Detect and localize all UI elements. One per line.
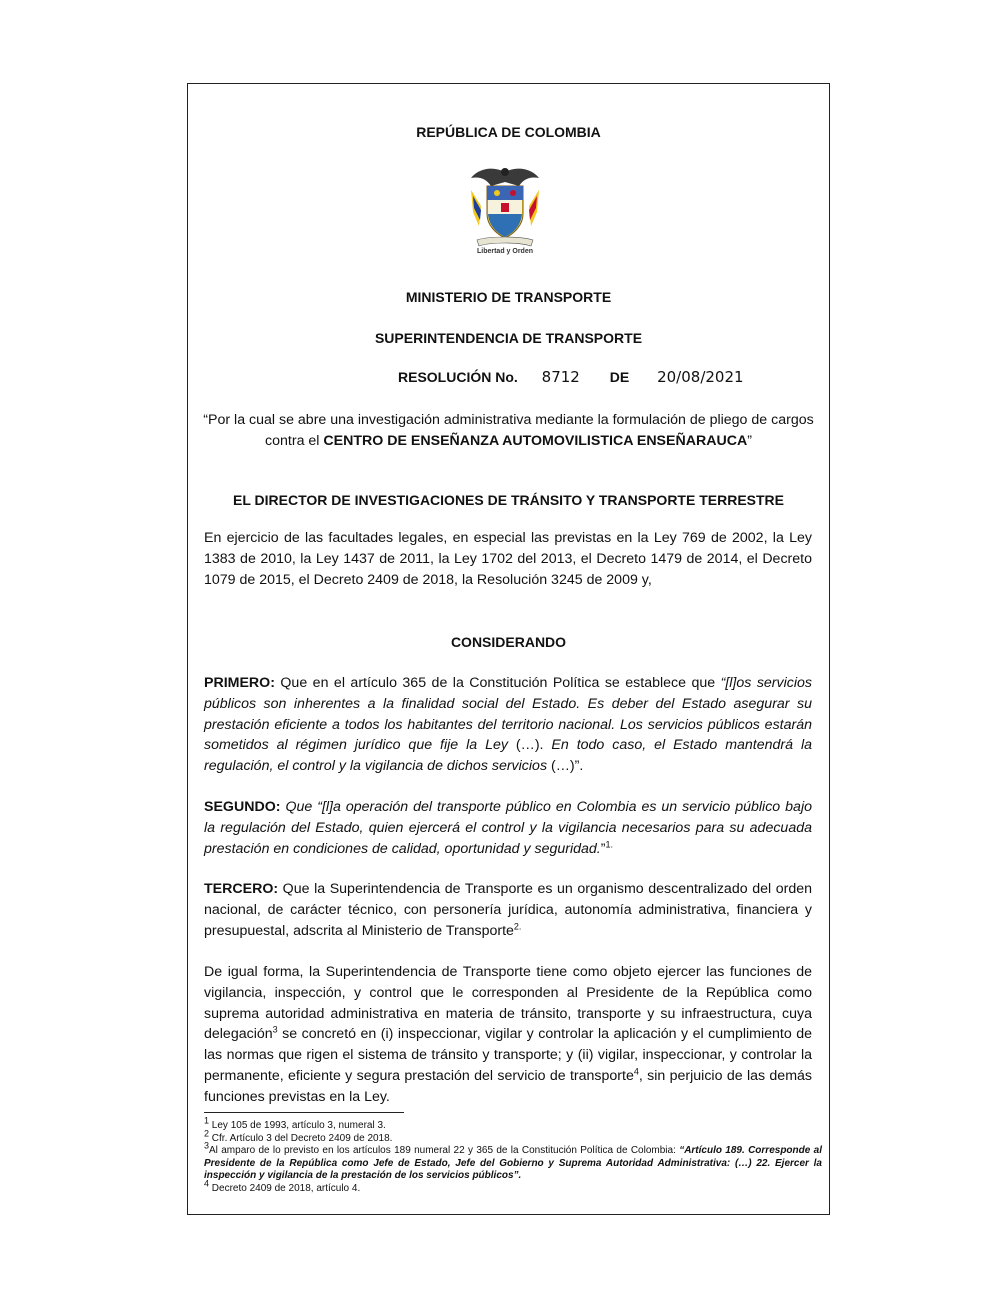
primero-quote-2: En todo caso, el Estado mantendrá la regulación, el control y la vigilancia de dichos servicios: [204, 737, 812, 775]
footnote-2-text: Cfr. Artículo 3 del Decreto 2409 de 2018.: [209, 1132, 393, 1144]
footnote-separator: [204, 1112, 404, 1113]
de-label: DE: [609, 369, 630, 385]
tercero-paragraph: [204, 879, 812, 941]
considerando-heading: CONSIDERANDO: [450, 634, 567, 650]
footnote-1-number: 1: [204, 1115, 210, 1126]
igual-forma-paragraph: [204, 962, 812, 1108]
footnote-3-number: 3: [204, 1140, 210, 1151]
title-suffix: ”: [747, 432, 752, 449]
footnote-ref-4[interactable]: 4: [633, 1066, 639, 1077]
footnote-2: [204, 1128, 822, 1146]
footnote-ref-3[interactable]: 3: [272, 1024, 278, 1035]
footnote-4: [204, 1178, 822, 1196]
seal-motto: Libertad y Orden: [476, 248, 533, 255]
entity-name: CENTRO DE ENSEÑANZA AUTOMOVILISTICA ENSEÑARAUCA: [323, 432, 748, 449]
igual-forma-text-1: De igual forma, la Superintendencia de Transporte tiene como objeto ejercer las funciones de vigilancia, inspección, y control que le corresponden al Presidente de la República como suprema autoridad administrativa en materia de tránsito, transporte y su infraestructura, cuya delegación: [204, 964, 812, 1043]
footnote-ref-2[interactable]: 2.: [513, 920, 522, 931]
segundo-closing: ”: [600, 840, 606, 857]
primero-label: PRIMERO:: [204, 675, 275, 691]
preamble-paragraph: En ejercicio de las facultades legales, en especial las previstas en la Ley 769 de 2002, la Ley 1383 de 2010, la Ley 1437 de 2011, la Ley 1702 del 2013, el Decreto 1479 de 2014, el Decreto 1079 de 2015, el Decreto 2409 de 2018, la Resolución 3245 de 2009 y,: [204, 530, 812, 588]
footnote-3: [204, 1140, 822, 1183]
segundo-label: SEGUNDO:: [204, 799, 281, 815]
tercero-text: Que la Superintendencia de Transporte es un organismo descentralizado del orden nacional, de carácter técnico, con personería jurídica, autonomía administrativa, financiera y presupuestal, adscrita al Ministerio de Transporte: [204, 881, 812, 939]
title-line-2: [187, 431, 830, 452]
footnote-1: [204, 1115, 822, 1133]
coat-of-arms-seal: [463, 162, 547, 258]
footnote-3-quote: “Artículo 189. Corresponde al Presidente de la República como Jefe de Estado, Jefe del Gobierno y Suprema Autoridad Administrativa: (…) 22. Ejercer la inspección y vigilancia de la prestación de los servicios públicos”.: [204, 1145, 822, 1182]
footnote-ref-1[interactable]: 1.: [605, 838, 613, 849]
title-line-1: “Por la cual se abre una investigación administrativa mediante la formulación de pliego de cargos: [203, 412, 814, 428]
resolution-title: [187, 410, 830, 452]
director-heading: EL DIRECTOR DE INVESTIGACIONES DE TRÁNSITO Y TRANSPORTE TERRESTRE: [232, 492, 784, 508]
segundo-quote: Que “[l]a operación del transporte público en Colombia es un servicio público bajo la regulación del Estado, quien ejercerá el control y la vigilancia necesarios para su adecuada prestación en condiciones de calidad, oportunidad y seguridad.: [204, 799, 812, 857]
superintendency-heading: SUPERINTENDENCIA DE TRANSPORTE: [374, 330, 643, 346]
igual-forma-text-3: , sin perjuicio de las demás funciones previstas en la Ley.: [204, 1067, 812, 1105]
segundo-paragraph: [204, 797, 812, 859]
footnote-2-number: 2: [204, 1128, 210, 1139]
footnote-4-number: 4: [204, 1178, 210, 1189]
footnote-4-text: Decreto 2409 de 2018, artículo 4.: [209, 1182, 361, 1194]
tercero-label: TERCERO:: [204, 881, 279, 897]
footnote-1-text: Ley 105 de 1993, artículo 3, numeral 3.: [209, 1120, 386, 1131]
ministry-heading: MINISTERIO DE TRANSPORTE: [405, 289, 612, 305]
resolution-date: 20/08/2021: [657, 368, 744, 386]
resolution-line: [398, 368, 744, 386]
country-heading: REPÚBLICA DE COLOMBIA: [416, 124, 601, 140]
resolution-label: RESOLUCIÓN No.: [398, 369, 518, 385]
resolution-number: 8712: [541, 368, 580, 386]
igual-forma-text-2: se concretó en (i) inspeccionar, vigilar y controlar la aplicación y el cumplimiento de las normas que rigen el sistema de tránsito y transporte; y (ii) vigilar, inspeccionar, y controlar la permanente, eficiente y segura prestación del servicio de transporte: [204, 1026, 812, 1084]
footnotes: [204, 1115, 822, 1196]
footnote-3-text: Al amparo de lo previsto en los artículos 189 numeral 22 y 365 de la Constitución Política de Colombia:: [209, 1145, 680, 1157]
primero-text: Que en el artículo 365 de la Constitución Política se establece que: [274, 675, 721, 691]
primero-ellipsis-2: (…)”.: [547, 758, 584, 775]
primero-quote-1: “[l]os servicios públicos son inherentes a la finalidad social del Estado. Es deber del Estado asegurar su prestación eficiente a todos los habitantes del territorio nacional. Los servicios públicos estarán sometidos al régimen jurídico que fije la Ley: [204, 675, 813, 754]
title-prefix: contra el: [265, 432, 324, 449]
primero-paragraph: [204, 673, 812, 777]
primero-ellipsis-1: (…).: [507, 737, 552, 754]
